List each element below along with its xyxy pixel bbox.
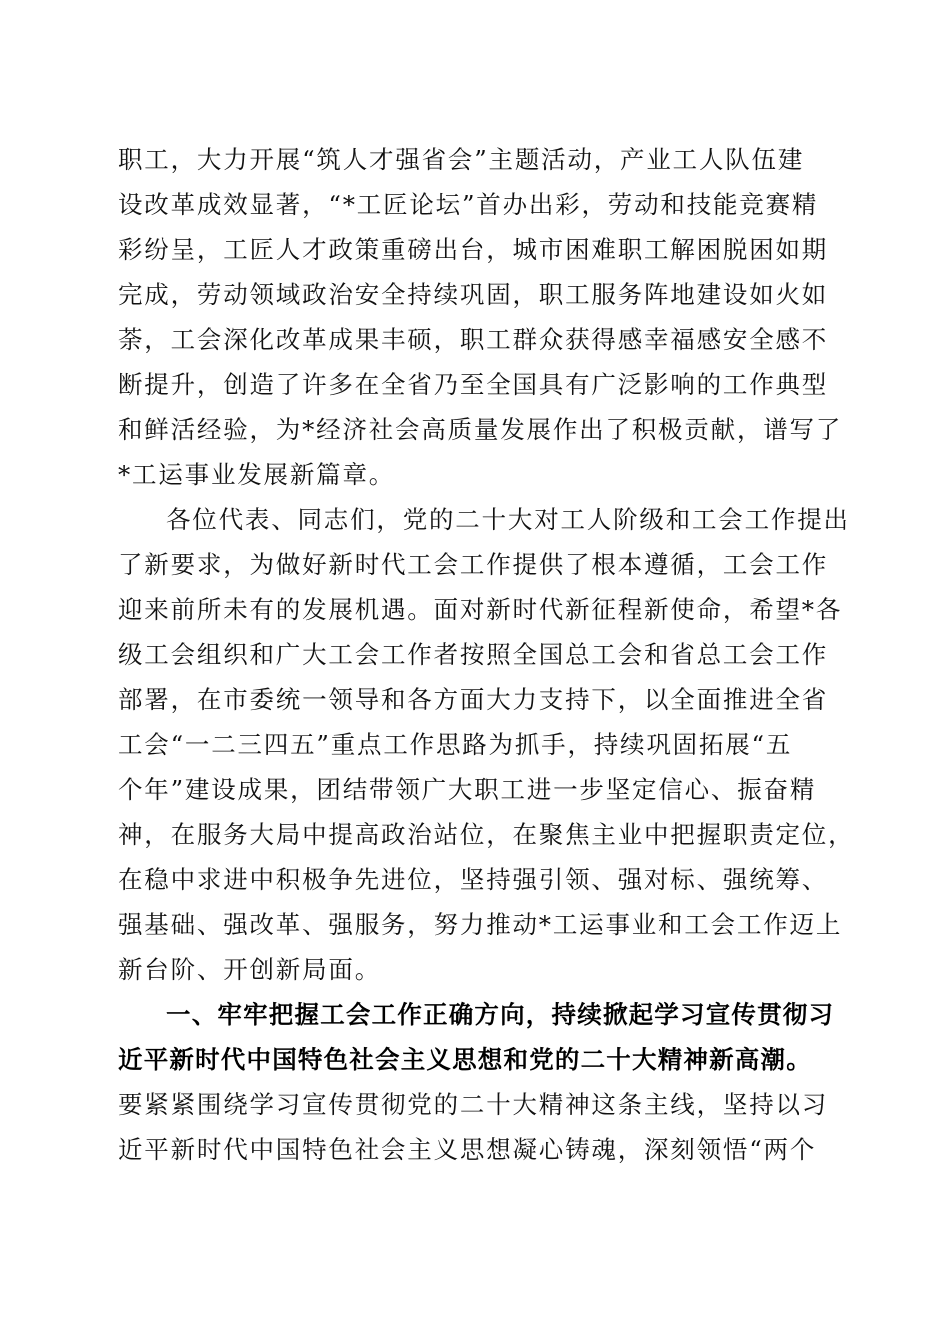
text-line: 职工，大力开展“筑人才强省会”主题活动，产业工人队伍建 <box>118 145 805 174</box>
text-line: 近平新时代中国特色社会主义思想凝心铸魂，深刻领悟“两个 <box>118 1135 817 1164</box>
text-line: *工运事业发展新篇章。 <box>118 460 396 489</box>
section-heading: 近平新时代中国特色社会主义思想和党的二十大精神新高潮。 <box>118 1045 812 1074</box>
text-line: 新台阶、开创新局面。 <box>118 955 381 984</box>
text-line: 了新要求，为做好新时代工会工作提供了根本遵循，工会工作 <box>118 550 829 579</box>
text-line: 工会“一二三四五”重点工作思路为抓手，持续巩固拓展“五 <box>118 730 793 759</box>
text-line: 在稳中求进中积极争先进位，坚持强引领、强对标、强统筹、 <box>118 865 829 894</box>
text-line: 和鲜活经验，为*经济社会高质量发展作出了积极贡献，谱写了 <box>118 415 843 444</box>
text-line: 个年”建设成果，团结带领广大职工进一步坚定信心、振奋精 <box>118 775 817 804</box>
text-line: 级工会组织和广大工会工作者按照全国总工会和省总工会工作 <box>118 640 829 669</box>
text-line: 断提升，创造了许多在全省乃至全国具有广泛影响的工作典型 <box>118 370 829 399</box>
text-line: 强基础、强改革、强服务，努力推动*工运事业和工会工作迈上 <box>118 910 843 939</box>
text-line: 部署，在市委统一领导和各方面大力支持下，以全面推进全省 <box>118 685 829 714</box>
text-line: 彩纷呈，工匠人才政策重磅出台，城市困难职工解困脱困如期 <box>118 235 829 264</box>
text-line: 设改革成效显著，“*工匠论坛”首办出彩，劳动和技能竞赛精 <box>118 190 819 219</box>
text-line: 荼，工会深化改革成果丰硕，职工群众获得感幸福感安全感不 <box>118 325 829 354</box>
text-line: 神，在服务大局中提高政治站位，在聚焦主业中把握职责定位， <box>118 820 855 849</box>
text-line: 要紧紧围绕学习宣传贯彻党的二十大精神这条主线，坚持以习 <box>118 1090 829 1119</box>
section-heading: 一、牢牢把握工会工作正确方向，持续掀起学习宣传贯彻习 <box>166 1000 835 1029</box>
paragraph-first-line: 各位代表、同志们，党的二十大对工人阶级和工会工作提出 <box>166 505 850 534</box>
text-line: 迎来前所未有的发展机遇。面对新时代新征程新使命，希望*各 <box>118 595 843 624</box>
text-line: 完成，劳动领域政治安全持续巩固，职工服务阵地建设如火如 <box>118 280 829 309</box>
